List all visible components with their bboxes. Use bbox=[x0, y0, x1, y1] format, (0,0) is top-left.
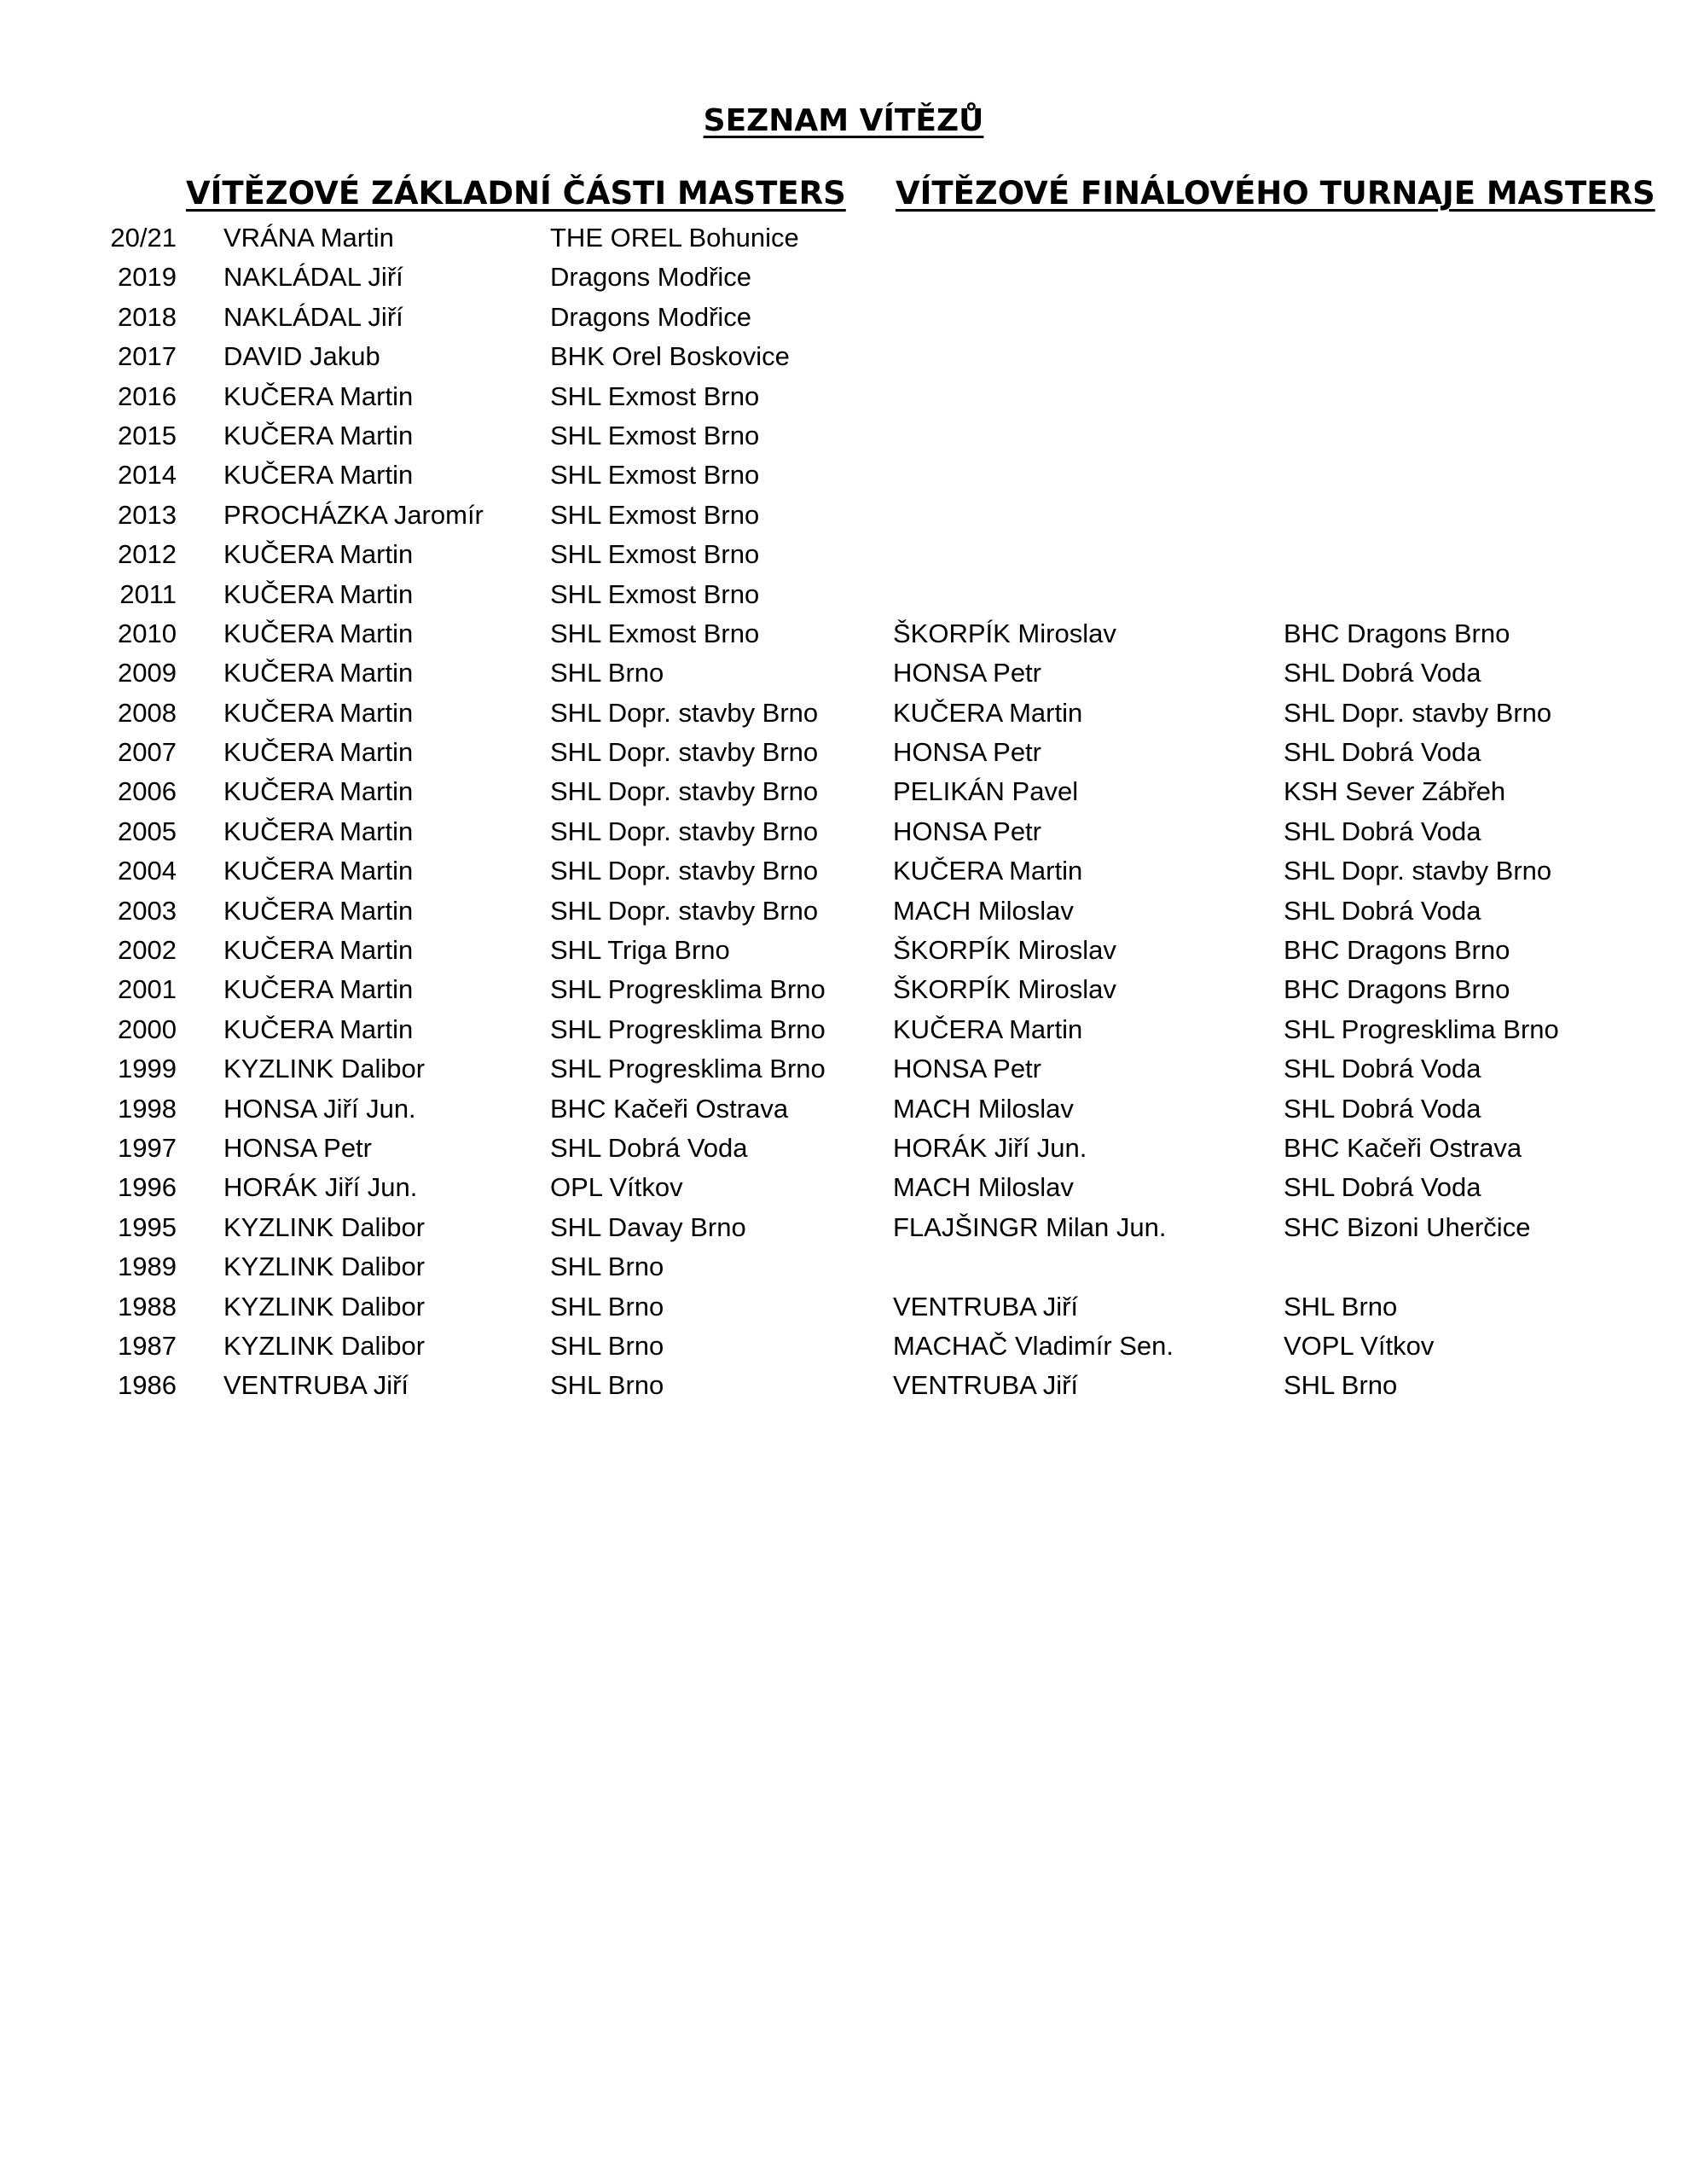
table-row bbox=[0, 575, 1687, 614]
table-row bbox=[0, 1049, 1687, 1089]
base-winner-name: HORÁK Jiří Jun. bbox=[223, 1172, 418, 1203]
table-row bbox=[0, 1089, 1687, 1129]
year-cell: 2013 bbox=[118, 499, 177, 530]
base-winner-name: KUČERA Martin bbox=[223, 816, 414, 846]
table-row bbox=[0, 456, 1687, 495]
year-cell: 1995 bbox=[118, 1211, 177, 1242]
final-winner-club: SHL Dobrá Voda bbox=[1284, 1172, 1481, 1203]
base-winner-club: SHL Dopr. stavby Brno bbox=[550, 816, 819, 846]
table-row bbox=[0, 1129, 1687, 1168]
final-winner-name: PELIKÁN Pavel bbox=[893, 776, 1079, 807]
final-winner-name: MACH Miloslav bbox=[893, 895, 1074, 926]
final-winner-name: HONSA Petr bbox=[893, 816, 1041, 846]
base-winner-name: NAKLÁDAL Jiří bbox=[223, 262, 403, 293]
year-cell: 2006 bbox=[118, 776, 177, 807]
final-winner-club: BHC Dragons Brno bbox=[1284, 935, 1510, 966]
base-winner-club: SHL Exmost Brno bbox=[550, 618, 760, 648]
year-cell: 2008 bbox=[118, 697, 177, 728]
base-winner-name: KUČERA Martin bbox=[223, 974, 414, 1005]
table-row bbox=[0, 258, 1687, 297]
base-winner-club: SHL Davay Brno bbox=[550, 1211, 746, 1242]
final-winner-name: MACHAČ Vladimír Sen. bbox=[893, 1330, 1174, 1361]
year-cell: 2000 bbox=[118, 1014, 177, 1044]
final-winner-name: MACH Miloslav bbox=[893, 1172, 1074, 1203]
year-cell: 2010 bbox=[118, 618, 177, 648]
final-winner-club: SHL Dobrá Voda bbox=[1284, 737, 1481, 768]
final-winner-club: SHL Dopr. stavby Brno bbox=[1284, 856, 1552, 886]
base-winner-name: KYZLINK Dalibor bbox=[223, 1252, 426, 1282]
base-winner-club: THE OREL Bohunice bbox=[550, 223, 799, 253]
base-winner-name: VENTRUBA Jiří bbox=[223, 1370, 409, 1401]
year-cell: 2005 bbox=[118, 816, 177, 846]
final-winner-name: HONSA Petr bbox=[893, 1054, 1041, 1084]
year-cell: 2012 bbox=[118, 539, 177, 570]
table-row bbox=[0, 1010, 1687, 1049]
table-row bbox=[0, 1327, 1687, 1366]
base-winner-name: PROCHÁZKA Jaromír bbox=[223, 499, 484, 530]
table-row bbox=[0, 931, 1687, 970]
year-cell: 20/21 bbox=[110, 223, 177, 253]
table-row bbox=[0, 535, 1687, 574]
base-winner-club: SHL Dobrá Voda bbox=[550, 1132, 748, 1163]
base-winner-club: SHL Dopr. stavby Brno bbox=[550, 895, 819, 926]
final-winner-club: SHL Dobrá Voda bbox=[1284, 816, 1481, 846]
table-row bbox=[0, 733, 1687, 772]
base-winner-name: KUČERA Martin bbox=[223, 420, 414, 450]
base-winner-club: SHL Dopr. stavby Brno bbox=[550, 776, 819, 807]
year-cell: 2015 bbox=[118, 420, 177, 450]
final-winner-name: ŠKORPÍK Miroslav bbox=[893, 974, 1116, 1005]
year-cell: 2002 bbox=[118, 935, 177, 966]
final-winner-club: SHL Dopr. stavby Brno bbox=[1284, 697, 1552, 728]
base-winner-name: KYZLINK Dalibor bbox=[223, 1211, 426, 1242]
year-cell: 1986 bbox=[118, 1370, 177, 1401]
base-winner-club: SHL Dopr. stavby Brno bbox=[550, 697, 819, 728]
final-winner-name: HONSA Petr bbox=[893, 737, 1041, 768]
final-winner-name: KUČERA Martin bbox=[893, 1014, 1083, 1044]
table-row bbox=[0, 614, 1687, 653]
base-winner-club: SHL Brno bbox=[550, 1252, 664, 1282]
base-winner-club: SHL Exmost Brno bbox=[550, 420, 760, 450]
final-winner-name: HONSA Petr bbox=[893, 658, 1041, 688]
year-cell: 2019 bbox=[118, 262, 177, 293]
final-winner-name: FLAJŠINGR Milan Jun. bbox=[893, 1211, 1167, 1242]
base-winner-name: KUČERA Martin bbox=[223, 658, 414, 688]
page-title-text: SEZNAM VÍTĚZŮ bbox=[703, 103, 984, 138]
base-winner-club: SHL Brno bbox=[550, 1330, 664, 1361]
table-row bbox=[0, 496, 1687, 535]
base-winner-club: SHL Exmost Brno bbox=[550, 539, 760, 570]
year-cell: 2017 bbox=[118, 341, 177, 372]
final-winner-club: SHL Dobrá Voda bbox=[1284, 1093, 1481, 1124]
final-winner-club: SHL Dobrá Voda bbox=[1284, 1054, 1481, 1084]
final-winner-name: HORÁK Jiří Jun. bbox=[893, 1132, 1087, 1163]
year-cell: 2016 bbox=[118, 380, 177, 411]
final-winner-name: ŠKORPÍK Miroslav bbox=[893, 935, 1116, 966]
base-winner-name: NAKLÁDAL Jiří bbox=[223, 301, 403, 332]
base-winner-name: KUČERA Martin bbox=[223, 737, 414, 768]
base-winner-name: KUČERA Martin bbox=[223, 895, 414, 926]
table-row bbox=[0, 298, 1687, 337]
final-winner-club: BHC Dragons Brno bbox=[1284, 618, 1510, 648]
table-row bbox=[0, 653, 1687, 693]
final-winner-name: VENTRUBA Jiří bbox=[893, 1291, 1079, 1321]
final-winner-name: KUČERA Martin bbox=[893, 697, 1083, 728]
table-row bbox=[0, 1168, 1687, 1207]
final-winner-club: SHL Brno bbox=[1284, 1291, 1398, 1321]
year-cell: 2004 bbox=[118, 856, 177, 886]
table-row bbox=[0, 812, 1687, 851]
base-winner-club: SHL Progresklima Brno bbox=[550, 1054, 826, 1084]
year-cell: 1996 bbox=[118, 1172, 177, 1203]
year-cell: 2018 bbox=[118, 301, 177, 332]
table-row bbox=[0, 892, 1687, 931]
final-winner-club: VOPL Vítkov bbox=[1284, 1330, 1435, 1361]
final-winner-club: SHL Dobrá Voda bbox=[1284, 658, 1481, 688]
base-winner-club: SHL Dopr. stavby Brno bbox=[550, 737, 819, 768]
year-cell: 1988 bbox=[118, 1291, 177, 1321]
table-row bbox=[0, 1208, 1687, 1247]
table-row bbox=[0, 772, 1687, 811]
final-winner-name: KUČERA Martin bbox=[893, 856, 1083, 886]
base-winner-name: KUČERA Martin bbox=[223, 539, 414, 570]
base-winner-name: KUČERA Martin bbox=[223, 578, 414, 609]
final-winners-heading: VÍTĚZOVÉ FINÁLOVÉHO TURNAJE MASTERS bbox=[896, 175, 1655, 212]
year-cell: 2007 bbox=[118, 737, 177, 768]
table-row bbox=[0, 1287, 1687, 1327]
base-winner-name: KUČERA Martin bbox=[223, 697, 414, 728]
base-winner-club: SHL Progresklima Brno bbox=[550, 974, 826, 1005]
base-winner-club: SHL Exmost Brno bbox=[550, 499, 760, 530]
table-row bbox=[0, 337, 1687, 376]
base-winner-name: KUČERA Martin bbox=[223, 935, 414, 966]
base-winner-club: SHL Dopr. stavby Brno bbox=[550, 856, 819, 886]
base-winner-club: BHC Kačeři Ostrava bbox=[550, 1093, 789, 1124]
year-cell: 1987 bbox=[118, 1330, 177, 1361]
base-winner-name: KYZLINK Dalibor bbox=[223, 1330, 426, 1361]
base-winner-club: SHL Brno bbox=[550, 1370, 664, 1401]
year-cell: 2001 bbox=[118, 974, 177, 1005]
year-cell: 1999 bbox=[118, 1054, 177, 1084]
base-winner-club: OPL Vítkov bbox=[550, 1172, 683, 1203]
final-winner-club: SHL Progresklima Brno bbox=[1284, 1014, 1559, 1044]
year-cell: 2003 bbox=[118, 895, 177, 926]
base-winner-club: SHL Exmost Brno bbox=[550, 578, 760, 609]
final-winner-club: SHC Bizoni Uherčice bbox=[1284, 1211, 1531, 1242]
table-row bbox=[0, 218, 1687, 258]
base-winner-name: KUČERA Martin bbox=[223, 1014, 414, 1044]
base-winner-name: HONSA Jiří Jun. bbox=[223, 1093, 416, 1124]
base-winners-heading: VÍTĚZOVÉ ZÁKLADNÍ ČÁSTI MASTERS bbox=[186, 175, 846, 212]
base-winner-club: SHL Triga Brno bbox=[550, 935, 730, 966]
base-winner-name: HONSA Petr bbox=[223, 1132, 372, 1163]
winners-table bbox=[0, 218, 1687, 1406]
base-winner-name: KUČERA Martin bbox=[223, 776, 414, 807]
base-winner-club: SHL Progresklima Brno bbox=[550, 1014, 826, 1044]
base-winner-club: SHL Exmost Brno bbox=[550, 460, 760, 491]
table-row bbox=[0, 851, 1687, 891]
base-winner-club: SHL Exmost Brno bbox=[550, 380, 760, 411]
year-cell: 1997 bbox=[118, 1132, 177, 1163]
final-winner-name: ŠKORPÍK Miroslav bbox=[893, 618, 1116, 648]
table-row bbox=[0, 1366, 1687, 1405]
base-winner-name: KUČERA Martin bbox=[223, 460, 414, 491]
base-winner-club: BHK Orel Boskovice bbox=[550, 341, 790, 372]
final-winner-club: BHC Dragons Brno bbox=[1284, 974, 1510, 1005]
year-cell: 2009 bbox=[118, 658, 177, 688]
base-winner-club: Dragons Modřice bbox=[550, 301, 752, 332]
year-cell: 1989 bbox=[118, 1252, 177, 1282]
final-winner-name: VENTRUBA Jiří bbox=[893, 1370, 1079, 1401]
year-cell: 1998 bbox=[118, 1093, 177, 1124]
base-winner-club: SHL Brno bbox=[550, 658, 664, 688]
year-cell: 2011 bbox=[119, 578, 177, 609]
page-title bbox=[0, 101, 1687, 142]
year-cell: 2014 bbox=[118, 460, 177, 491]
base-winner-name: KUČERA Martin bbox=[223, 380, 414, 411]
base-winner-name: KUČERA Martin bbox=[223, 618, 414, 648]
table-row bbox=[0, 970, 1687, 1009]
base-winner-name: KUČERA Martin bbox=[223, 856, 414, 886]
base-winner-name: DAVID Jakub bbox=[223, 341, 380, 372]
table-row bbox=[0, 694, 1687, 733]
table-row bbox=[0, 377, 1687, 416]
base-winner-name: KYZLINK Dalibor bbox=[223, 1291, 426, 1321]
base-winner-club: SHL Brno bbox=[550, 1291, 664, 1321]
final-winner-club: BHC Kačeři Ostrava bbox=[1284, 1132, 1522, 1163]
table-row bbox=[0, 416, 1687, 456]
base-winner-name: KYZLINK Dalibor bbox=[223, 1054, 426, 1084]
final-winner-club: SHL Brno bbox=[1284, 1370, 1398, 1401]
base-winner-name: VRÁNA Martin bbox=[223, 223, 394, 253]
final-winner-name: MACH Miloslav bbox=[893, 1093, 1074, 1124]
final-winner-club: SHL Dobrá Voda bbox=[1284, 895, 1481, 926]
final-winner-club: KSH Sever Zábřeh bbox=[1284, 776, 1506, 807]
base-winner-club: Dragons Modřice bbox=[550, 262, 752, 293]
table-row bbox=[0, 1247, 1687, 1287]
